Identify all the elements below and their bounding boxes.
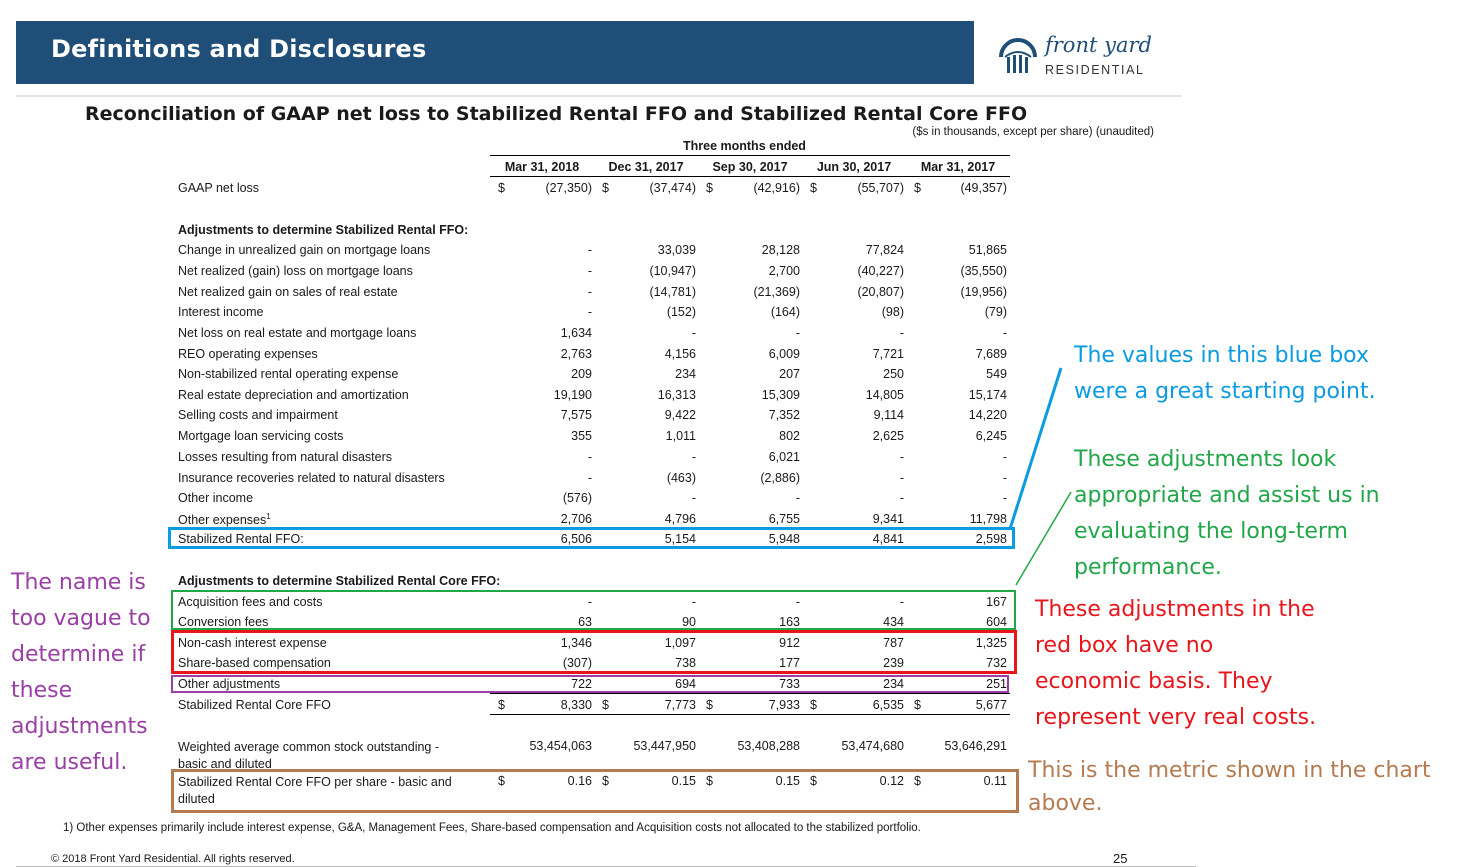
table-cell: 16,313 bbox=[657, 388, 696, 402]
currency-symbol: $ bbox=[810, 774, 817, 788]
row-label: Net realized gain on sales of real estate bbox=[178, 285, 398, 299]
table-cell: - bbox=[691, 595, 696, 609]
row-label: Non-cash interest expense bbox=[178, 636, 327, 650]
table-cell: (2,886) bbox=[760, 471, 800, 485]
table-cell: 355 bbox=[571, 429, 592, 443]
table-cell: (576) bbox=[562, 491, 592, 505]
row-label: Share-based compensation bbox=[178, 656, 331, 670]
table-cell: 6,506 bbox=[560, 532, 592, 546]
table-cell: 6,535 bbox=[872, 698, 904, 712]
table-cell: - bbox=[587, 471, 592, 485]
table-cell: 14,805 bbox=[865, 388, 904, 402]
table-cell: 733 bbox=[779, 677, 800, 691]
table-cell: 0.15 bbox=[775, 774, 800, 788]
table-cell: (37,474) bbox=[649, 181, 696, 195]
copyright: © 2018 Front Yard Residential. All rights reserved. bbox=[51, 853, 295, 865]
table-cell: - bbox=[691, 491, 696, 505]
table-cell: 6,009 bbox=[768, 347, 800, 361]
row-label: Acquisition fees and costs bbox=[178, 595, 323, 609]
table-cell: (35,550) bbox=[960, 264, 1007, 278]
currency-symbol: $ bbox=[706, 774, 713, 788]
green-connector bbox=[1016, 492, 1071, 585]
footnote: 1) Other expenses primarily include interest expense, G&A, Management Fees, Share-based compensation and Acquisition costs not allocated to the stabilized portfolio. bbox=[63, 822, 921, 834]
table-cell: 912 bbox=[779, 636, 800, 650]
row-label: Stabilized Rental Core FFO bbox=[178, 698, 331, 712]
row-label: Adjustments to determine Stabilized Rental Core FFO: bbox=[178, 574, 501, 588]
table-cell: 0.12 bbox=[879, 774, 904, 788]
table-cell: - bbox=[587, 305, 592, 319]
currency-symbol: $ bbox=[810, 181, 817, 195]
table-cell: (164) bbox=[770, 305, 800, 319]
table-cell: - bbox=[1002, 450, 1007, 464]
table-cell: 207 bbox=[779, 367, 800, 381]
table-cell: 7,575 bbox=[560, 408, 592, 422]
table-cell: 4,156 bbox=[664, 347, 696, 361]
table-cell: 90 bbox=[682, 615, 696, 629]
table-cell: (152) bbox=[666, 305, 696, 319]
green-annotation: These adjustments look appropriate and assist us in evaluating the long-term performance. bbox=[1074, 447, 1380, 580]
table-cell: - bbox=[691, 326, 696, 340]
currency-symbol: $ bbox=[914, 698, 921, 712]
currency-symbol: $ bbox=[706, 698, 713, 712]
table-cell: 6,245 bbox=[975, 429, 1007, 443]
table-cell: 163 bbox=[779, 615, 800, 629]
table-cell: 167 bbox=[986, 595, 1007, 609]
row-label: Stabilized Rental FFO: bbox=[178, 532, 304, 546]
table-cell: 802 bbox=[779, 429, 800, 443]
table-cell: - bbox=[899, 595, 904, 609]
logo-name: front yard bbox=[1045, 33, 1152, 57]
table-cell: - bbox=[795, 491, 800, 505]
row-label: Conversion fees bbox=[178, 615, 269, 629]
page-number: 25 bbox=[1113, 851, 1128, 866]
column-header: Jun 30, 2017 bbox=[816, 160, 892, 174]
table-cell: 1,634 bbox=[560, 326, 592, 340]
table-cell: 53,454,063 bbox=[529, 739, 592, 753]
row-label: Real estate depreciation and amortization bbox=[178, 388, 409, 402]
table-cell: 0.16 bbox=[567, 774, 592, 788]
table-cell: 177 bbox=[779, 656, 800, 670]
table-cell: 4,841 bbox=[872, 532, 904, 546]
table-cell: 722 bbox=[571, 677, 592, 691]
table-cell: 4,796 bbox=[664, 512, 696, 526]
table-cell: 7,352 bbox=[768, 408, 800, 422]
table-cell: 51,865 bbox=[968, 243, 1007, 257]
currency-symbol: $ bbox=[498, 774, 505, 788]
table-cell: 2,763 bbox=[560, 347, 592, 361]
table-cell: 549 bbox=[986, 367, 1007, 381]
table-cell: 738 bbox=[675, 656, 696, 670]
table-cell: - bbox=[899, 326, 904, 340]
row-label: Adjustments to determine Stabilized Rental FFO: bbox=[178, 223, 469, 237]
currency-symbol: $ bbox=[498, 698, 505, 712]
table-cell: - bbox=[795, 595, 800, 609]
table-cell: 604 bbox=[986, 615, 1007, 629]
currency-symbol: $ bbox=[914, 181, 921, 195]
table-cell: 6,755 bbox=[768, 512, 800, 526]
table-cell: 5,154 bbox=[664, 532, 696, 546]
table-cell: 63 bbox=[578, 615, 592, 629]
currency-symbol: $ bbox=[602, 698, 609, 712]
column-header: Mar 31, 2017 bbox=[920, 160, 996, 174]
table-cell: - bbox=[1002, 326, 1007, 340]
table-cell: 7,721 bbox=[872, 347, 904, 361]
purple-annotation: The name is too vague to determine if these adjustments are useful. bbox=[11, 570, 151, 775]
table-cell: (20,807) bbox=[857, 285, 904, 299]
red-annotation: These adjustments in the red box have no economic basis. They represent very real costs. bbox=[1035, 597, 1317, 730]
row-label: Other expenses$^1$ bbox=[178, 512, 271, 528]
table-cell: (40,227) bbox=[857, 264, 904, 278]
currency-symbol: $ bbox=[602, 774, 609, 788]
table-cell: (307) bbox=[562, 656, 592, 670]
table-cell: 53,474,680 bbox=[841, 739, 904, 753]
table-cell: 1,325 bbox=[975, 636, 1007, 650]
table-cell: (98) bbox=[881, 305, 904, 319]
logo-subtitle: RESIDENTIAL bbox=[1045, 63, 1145, 77]
blue-connector bbox=[1010, 368, 1061, 529]
table-cell: 0.11 bbox=[983, 774, 1007, 788]
currency-symbol: $ bbox=[914, 774, 921, 788]
table-cell: 14,220 bbox=[968, 408, 1007, 422]
table-cell: - bbox=[1002, 471, 1007, 485]
blue-annotation: The values in this blue box were a great starting point. bbox=[1074, 343, 1376, 404]
row-label: Non-stabilized rental operating expense bbox=[178, 367, 399, 381]
table-cell: - bbox=[899, 450, 904, 464]
table-cell: 15,309 bbox=[761, 388, 800, 402]
row-label: Losses resulting from natural disasters bbox=[178, 450, 392, 464]
table-cell: 28,128 bbox=[761, 243, 800, 257]
table-cell: (10,947) bbox=[649, 264, 696, 278]
table-cell: 8,330 bbox=[560, 698, 592, 712]
row-label: Net realized (gain) loss on mortgage loans bbox=[178, 264, 413, 278]
table-cell: (49,357) bbox=[960, 181, 1007, 195]
table-cell: (21,369) bbox=[753, 285, 800, 299]
table-cell: 732 bbox=[986, 656, 1007, 670]
table-cell: 77,824 bbox=[865, 243, 904, 257]
table-cell: - bbox=[795, 326, 800, 340]
currency-symbol: $ bbox=[498, 181, 505, 195]
table-cell: 9,422 bbox=[664, 408, 696, 422]
table-cell: 5,948 bbox=[768, 532, 800, 546]
table-cell: 694 bbox=[675, 677, 696, 691]
period-label: Three months ended bbox=[683, 139, 806, 153]
row-label: Other income bbox=[178, 491, 254, 505]
table-cell: 6,021 bbox=[768, 450, 800, 464]
table-cell: (42,916) bbox=[753, 181, 800, 195]
table-cell: - bbox=[691, 450, 696, 464]
row-label: Mortgage loan servicing costs bbox=[178, 429, 344, 443]
table-cell: 53,447,950 bbox=[633, 739, 696, 753]
table-cell: - bbox=[1002, 491, 1007, 505]
table-cell: 2,625 bbox=[872, 429, 904, 443]
table-cell: 7,689 bbox=[975, 347, 1007, 361]
row-label: Other adjustments bbox=[178, 677, 281, 691]
table-cell: - bbox=[587, 595, 592, 609]
column-header: Sep 30, 2017 bbox=[712, 160, 788, 174]
table-cell: 33,039 bbox=[657, 243, 696, 257]
table-cell: 2,706 bbox=[560, 512, 592, 526]
table-cell: 0.15 bbox=[671, 774, 696, 788]
table-cell: 9,341 bbox=[872, 512, 904, 526]
table-cell: 234 bbox=[883, 677, 904, 691]
table-cell: (19,956) bbox=[960, 285, 1007, 299]
table-cell: (55,707) bbox=[857, 181, 904, 195]
table-cell: - bbox=[899, 491, 904, 505]
units-note: ($s in thousands, except per share) (unaudited) bbox=[912, 126, 1154, 138]
table-cell: (463) bbox=[666, 471, 696, 485]
table-cell: 434 bbox=[883, 615, 904, 629]
table-cell: 53,408,288 bbox=[737, 739, 800, 753]
table-cell: 11,798 bbox=[969, 512, 1007, 526]
table-cell: 7,773 bbox=[664, 698, 696, 712]
currency-symbol: $ bbox=[602, 181, 609, 195]
table-cell: - bbox=[587, 450, 592, 464]
row-label: Interest income bbox=[178, 305, 264, 319]
table-cell: 15,174 bbox=[968, 388, 1007, 402]
row-label: Selling costs and impairment bbox=[178, 408, 338, 422]
table-cell: - bbox=[587, 243, 592, 257]
table-cell: - bbox=[587, 285, 592, 299]
table-cell: (14,781) bbox=[649, 285, 696, 299]
row-label: Change in unrealized gain on mortgage loans bbox=[178, 243, 431, 257]
table-cell: 1,346 bbox=[560, 636, 592, 650]
table-cell: 53,646,291 bbox=[944, 739, 1007, 753]
page-title: Definitions and Disclosures bbox=[51, 35, 427, 63]
table-cell: - bbox=[587, 264, 592, 278]
row-label: REO operating expenses bbox=[178, 347, 318, 361]
table-cell: - bbox=[899, 471, 904, 485]
currency-symbol: $ bbox=[706, 181, 713, 195]
row-label: Insurance recoveries related to natural disasters bbox=[178, 471, 445, 485]
column-header: Mar 31, 2018 bbox=[504, 160, 580, 174]
table-cell: 2,700 bbox=[768, 264, 800, 278]
row-label: Weighted average common stock outstanding - basic and diluted bbox=[178, 740, 440, 771]
table-cell: 5,677 bbox=[975, 698, 1007, 712]
table-cell: (27,350) bbox=[545, 181, 592, 195]
table-title: Reconciliation of GAAP net loss to Stabilized Rental FFO and Stabilized Rental Core FFO bbox=[85, 103, 1028, 125]
table-cell: 787 bbox=[883, 636, 904, 650]
table-cell: 7,933 bbox=[768, 698, 800, 712]
row-label: GAAP net loss bbox=[178, 181, 260, 195]
table-cell: 250 bbox=[883, 367, 904, 381]
table-cell: 2,598 bbox=[975, 532, 1007, 546]
table-cell: 251 bbox=[986, 677, 1007, 691]
table-cell: 9,114 bbox=[873, 408, 904, 422]
table-cell: 1,097 bbox=[664, 636, 696, 650]
row-label: Net loss on real estate and mortgage loans bbox=[178, 326, 417, 340]
table-cell: (79) bbox=[984, 305, 1007, 319]
currency-symbol: $ bbox=[810, 698, 817, 712]
table-cell: 239 bbox=[883, 656, 904, 670]
row-label: Stabilized Rental Core FFO per share - basic and diluted bbox=[178, 775, 452, 806]
column-header: Dec 31, 2017 bbox=[608, 160, 684, 174]
brown-annotation: This is the metric shown in the chart above. bbox=[1028, 758, 1431, 816]
table-cell: 1,011 bbox=[665, 429, 696, 443]
table-cell: 209 bbox=[571, 367, 592, 381]
table-cell: 234 bbox=[675, 367, 696, 381]
table-cell: 19,190 bbox=[553, 388, 592, 402]
